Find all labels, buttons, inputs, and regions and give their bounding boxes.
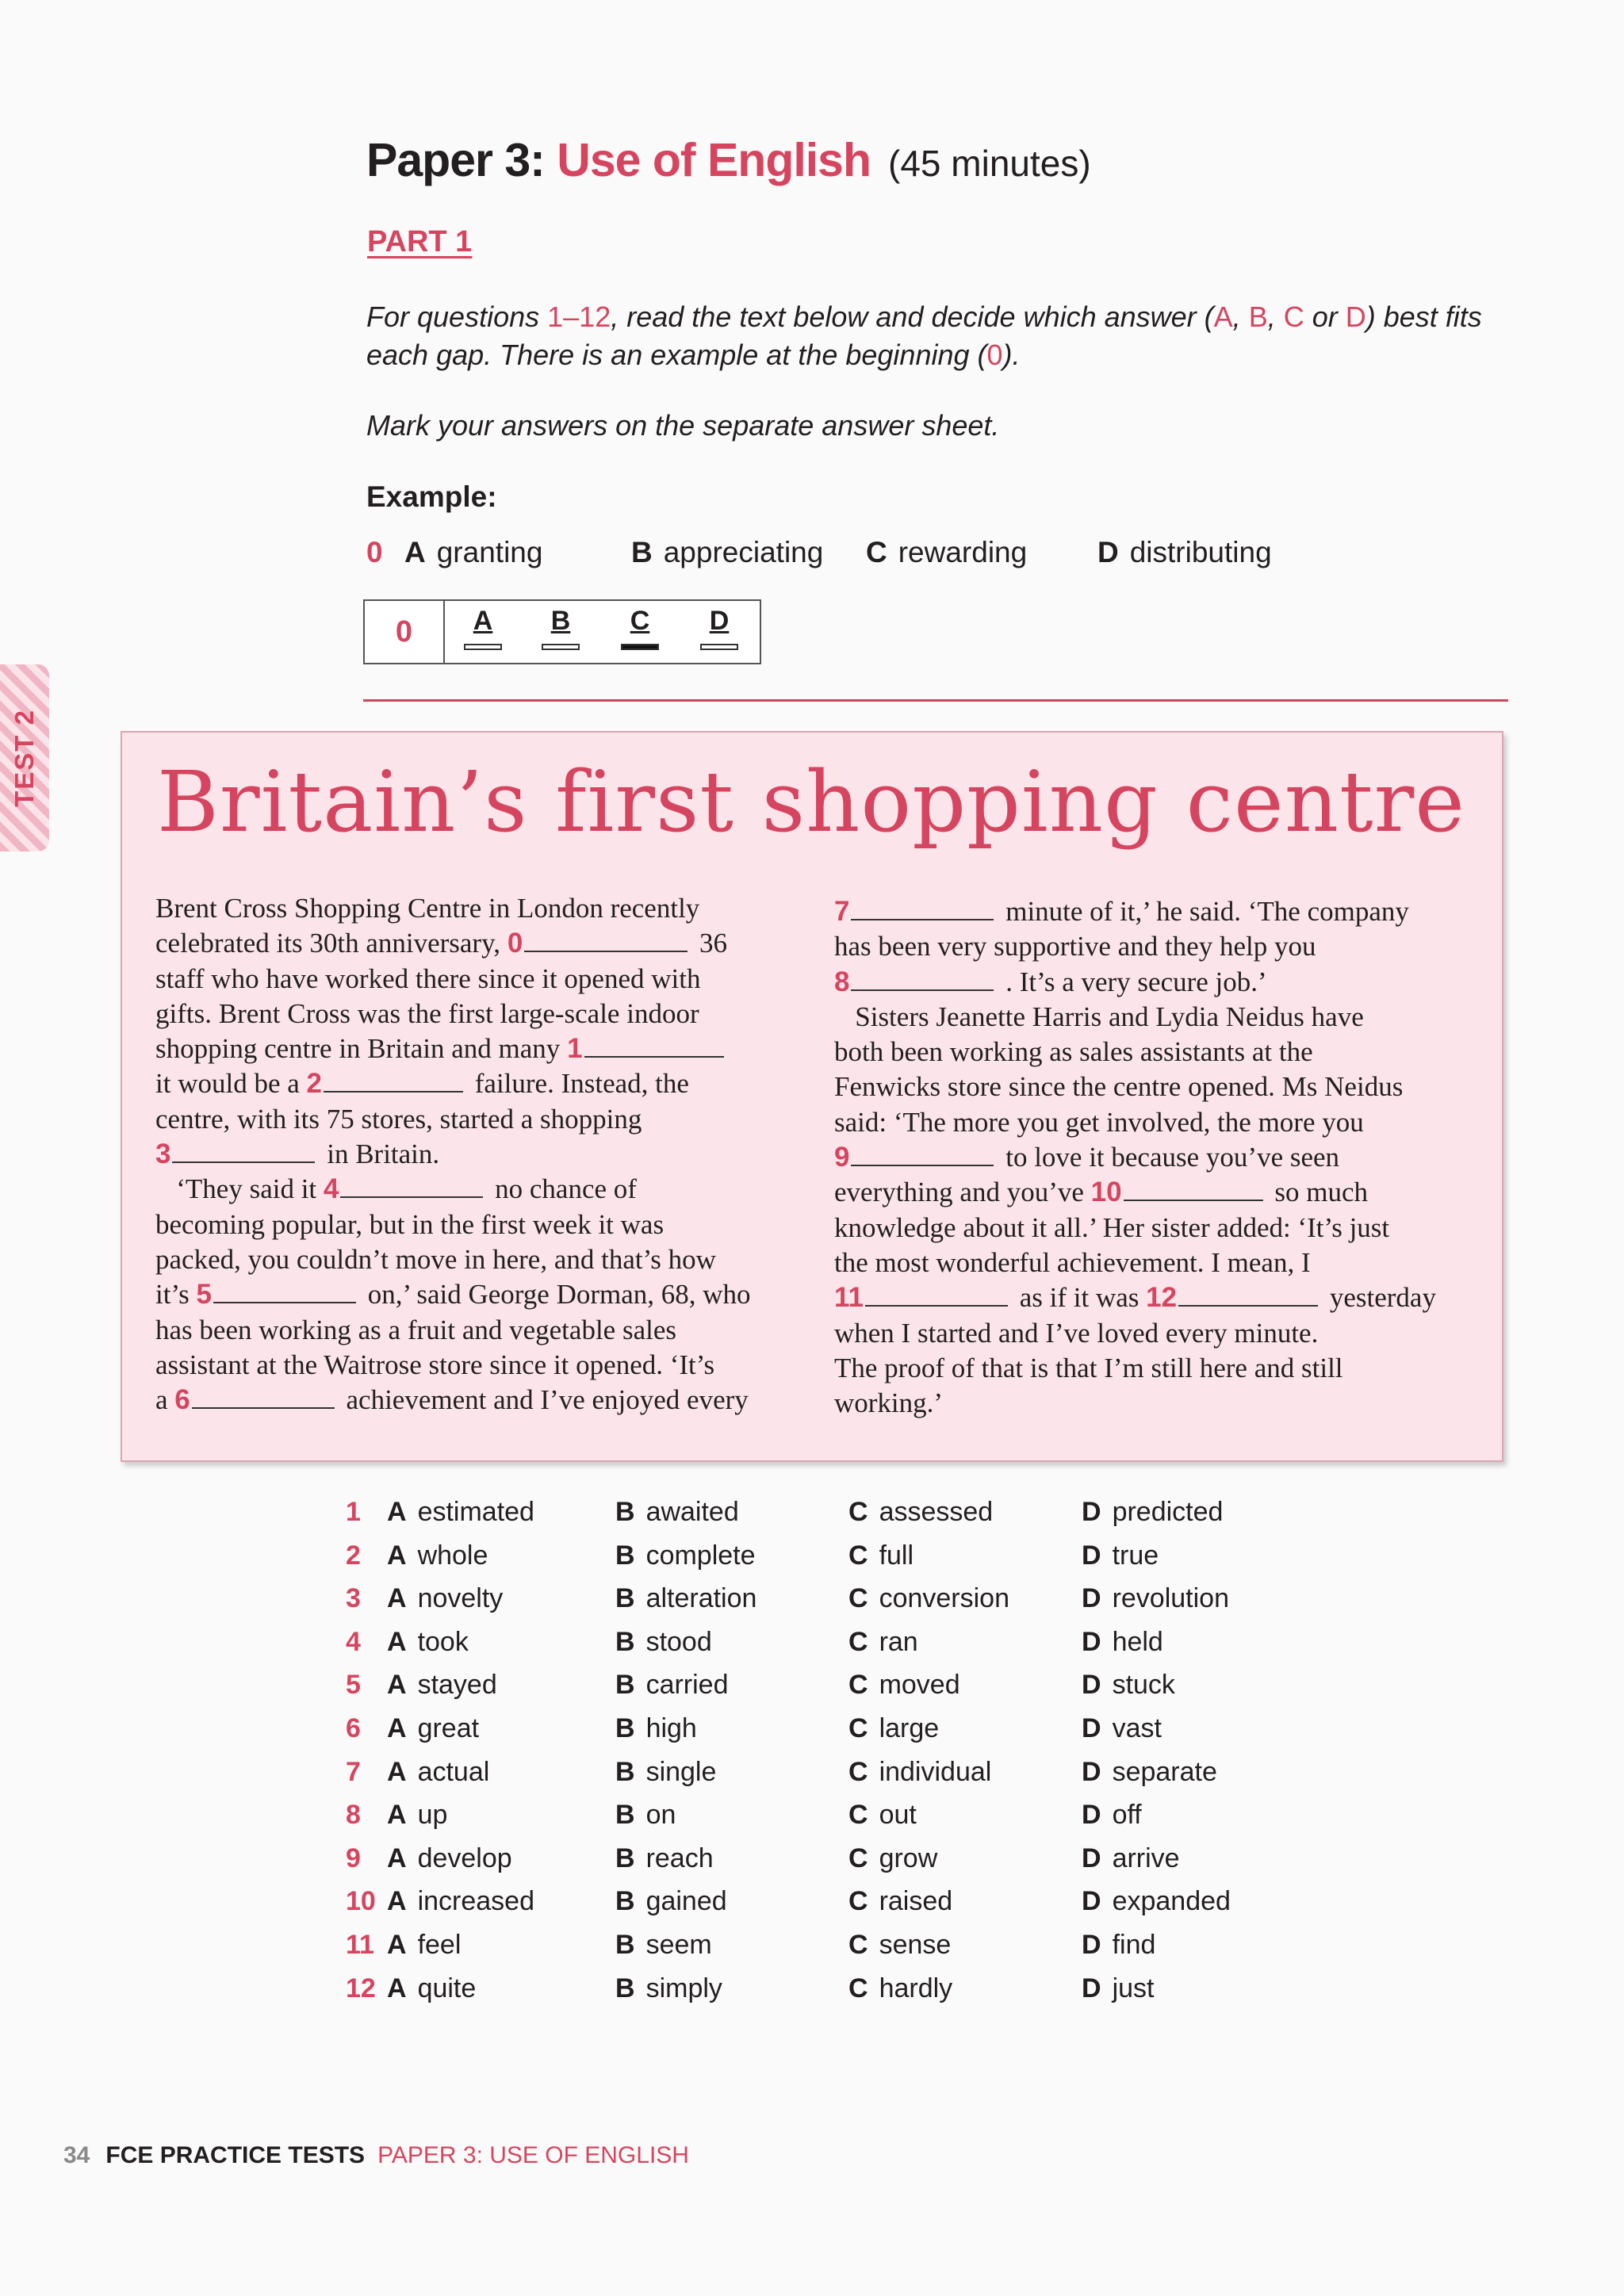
gap-blank	[340, 1196, 483, 1198]
instr-text: or	[1304, 300, 1346, 333]
instr-opt-d: D	[1345, 300, 1366, 333]
article-line	[155, 1172, 795, 1207]
option-d: D true	[1082, 1540, 1159, 1571]
option-c: C out	[848, 1800, 917, 1831]
option-a: A up	[387, 1800, 448, 1831]
article-line	[155, 1383, 795, 1418]
gap-number: 5	[196, 1279, 213, 1311]
article-line	[155, 926, 795, 961]
example-number: 0	[366, 536, 383, 568]
article-title: Britain’s first shopping centre	[157, 753, 1465, 851]
gap-blank	[213, 1302, 356, 1303]
article-line	[834, 1105, 1473, 1140]
article-line	[834, 894, 1473, 929]
option-b: B complete	[615, 1540, 756, 1571]
option-a: A actual	[387, 1756, 490, 1787]
article-line	[834, 965, 1473, 1000]
article-text: Brent Cross Shopping Centre in London recently	[155, 893, 700, 924]
option-b: B gained	[615, 1886, 727, 1917]
example-option-a: A granting	[404, 536, 543, 568]
page-footer	[63, 2142, 689, 2169]
gap-number: 1	[567, 1033, 583, 1065]
answer-letter-d: D	[709, 606, 730, 636]
option-c: C assessed	[848, 1497, 994, 1527]
paper-prefix: Paper 3:	[366, 134, 545, 186]
instr-text: , read the text below and decide which answer (	[611, 300, 1214, 333]
answer-letter-c: C	[630, 606, 650, 636]
answer-mark-d[interactable]	[700, 644, 738, 650]
article-line	[834, 1211, 1473, 1246]
option-b: B awaited	[615, 1497, 739, 1527]
article-text: no chance of	[488, 1173, 637, 1205]
article-text: said: ‘The more you get involved, the more you	[834, 1106, 1364, 1138]
option-a: A estimated	[387, 1497, 534, 1527]
gap-number: 12	[1146, 1282, 1178, 1314]
article-text: has been very supportive and they help you	[834, 931, 1316, 962]
article-line	[155, 1066, 795, 1101]
article-text: both been working as sales assistants at the	[834, 1036, 1313, 1068]
article-text: working.’	[834, 1387, 944, 1419]
example-answer-box	[363, 599, 761, 664]
option-d: D vast	[1082, 1713, 1162, 1743]
gap-blank	[1178, 1305, 1318, 1307]
example-label: Example:	[366, 480, 497, 513]
gap-number: 11	[834, 1282, 864, 1314]
instr-opt-b: B	[1248, 300, 1268, 333]
option-b: B stood	[615, 1626, 712, 1657]
gap-blank	[324, 1091, 463, 1093]
gap-number: 7	[834, 896, 850, 927]
option-d: D stuck	[1082, 1670, 1175, 1701]
article-line	[155, 1207, 795, 1242]
question-number: 3	[346, 1583, 361, 1614]
question-number: 1	[346, 1497, 361, 1527]
option-d: D revolution	[1082, 1583, 1229, 1614]
article-text: to love it because you’ve seen	[998, 1142, 1340, 1173]
option-b: B alteration	[615, 1583, 757, 1614]
option-a: A whole	[387, 1540, 488, 1571]
option-b: B simply	[615, 1973, 722, 2003]
article-line	[155, 1313, 795, 1348]
article-line	[155, 1031, 795, 1066]
section-divider	[363, 699, 1508, 702]
option-c: C sense	[848, 1930, 952, 1960]
article-text: gifts. Brent Cross was the first large-scale indoor	[155, 997, 699, 1029]
option-a: A increased	[387, 1886, 534, 1917]
gap-blank	[851, 1165, 994, 1166]
option-a: A great	[387, 1713, 480, 1743]
option-c: C full	[848, 1540, 914, 1571]
article-text: a	[155, 1384, 175, 1416]
question-number: 12	[346, 1973, 376, 2003]
question-number: 8	[346, 1800, 361, 1831]
page-heading	[366, 133, 1091, 187]
option-c: C grow	[848, 1843, 938, 1873]
article-text: staff who have worked there since it opened with	[155, 962, 701, 994]
article-text: it would be a	[155, 1068, 307, 1100]
article-text: has been working as a fruit and vegetable sales	[155, 1314, 676, 1345]
answer-mark-c-selected[interactable]	[621, 644, 659, 650]
article-text: The proof of that is that I’m still here and still	[834, 1352, 1343, 1383]
article-text: celebrated its 30th anniversary,	[155, 928, 508, 959]
gap-blank	[865, 1305, 1008, 1307]
option-d: D off	[1082, 1800, 1142, 1831]
gap-number: 2	[306, 1068, 322, 1100]
option-d: D predicted	[1082, 1497, 1224, 1527]
article-column-right	[834, 894, 1473, 1421]
part-heading: PART 1	[367, 225, 473, 258]
article-text: Sisters Jeanette Harris and Lydia Neidus have	[834, 1001, 1364, 1032]
gap-number: 4	[323, 1173, 339, 1205]
gap-number: 10	[1090, 1177, 1122, 1208]
option-b: B single	[615, 1756, 717, 1787]
answer-letter-b: B	[550, 606, 571, 636]
article-line	[834, 1280, 1473, 1315]
instructions: For questions 1–12, read the text below and decide which answer (A, B, C or D) best fits each gap. There is an example at the beginning (0).	[366, 300, 1482, 371]
article-line	[834, 1070, 1473, 1104]
option-d: D just	[1082, 1973, 1155, 2003]
option-c: C moved	[848, 1670, 960, 1701]
example-option-b: B appreciating	[631, 536, 824, 568]
answer-box-number: 0	[365, 601, 445, 663]
article-text: achievement and I’ve enjoyed every	[339, 1384, 749, 1416]
instr-opt-c: C	[1283, 300, 1304, 333]
article-text: . It’s a very secure job.’	[998, 966, 1267, 997]
option-c: C raised	[848, 1886, 953, 1917]
paper-duration: (45 minutes)	[888, 143, 1091, 184]
question-number: 7	[346, 1756, 361, 1787]
article-text: when I started and I’ve loved every minute.	[834, 1317, 1319, 1349]
article-text: knowledge about it all.’ Her sister added: ‘It’s just	[834, 1211, 1390, 1243]
option-b: B seem	[615, 1930, 712, 1960]
gap-blank	[584, 1056, 724, 1058]
option-b: B on	[615, 1800, 676, 1831]
page-number: 34	[63, 2142, 90, 2168]
option-d: D find	[1082, 1930, 1156, 1960]
article-text: so much	[1267, 1177, 1368, 1208]
article-text: it’s	[155, 1279, 197, 1311]
footer-series: FCE PRACTICE TESTS	[105, 2142, 366, 2168]
article-line	[834, 1000, 1473, 1035]
article-line	[155, 1348, 795, 1383]
article-text: 36	[692, 928, 728, 959]
article-text: the most wonderful achievement. I mean, I	[834, 1246, 1311, 1278]
article-text: ‘They said it	[155, 1173, 324, 1205]
option-a: A feel	[387, 1930, 462, 1960]
option-c: C individual	[848, 1756, 992, 1787]
question-number: 5	[346, 1670, 361, 1701]
gap-number: 9	[834, 1142, 850, 1173]
option-c: C ran	[848, 1626, 918, 1657]
gap-blank	[524, 951, 688, 952]
answer-mark-a[interactable]	[464, 644, 502, 650]
article-line	[834, 1140, 1473, 1175]
option-a: A stayed	[387, 1670, 497, 1701]
article-text: everything and you’ve	[834, 1177, 1091, 1208]
option-c: C large	[848, 1713, 940, 1743]
article-line	[834, 1035, 1473, 1070]
option-d: D separate	[1082, 1756, 1217, 1787]
footer-section: PAPER 3: USE OF ENGLISH	[377, 2142, 689, 2168]
gap-blank	[172, 1161, 315, 1163]
question-number: 4	[346, 1626, 361, 1657]
article-text: on,’ said George Dorman, 68, who	[361, 1279, 751, 1311]
article-text: minute of it,’ he said. ‘The company	[998, 896, 1409, 927]
option-a: A took	[387, 1626, 469, 1657]
article-text: becoming popular, but in the first week it was	[155, 1208, 665, 1240]
article-line	[155, 1137, 795, 1172]
paper-title: Use of English	[557, 134, 871, 186]
article-line	[834, 929, 1473, 964]
article-line	[834, 1316, 1473, 1351]
article-line	[155, 1277, 795, 1312]
instr-range: 1–12	[547, 300, 611, 333]
example-option-c: C rewarding	[866, 536, 1028, 568]
question-number: 11	[346, 1930, 374, 1960]
mark-instruction: Mark your answers on the separate answer sheet.	[366, 409, 1000, 442]
gap-number: 3	[155, 1138, 171, 1170]
article-text: in Britain.	[320, 1138, 440, 1170]
option-a: A develop	[387, 1843, 512, 1873]
gap-number: 0	[507, 928, 523, 959]
gap-blank	[851, 989, 994, 991]
question-number: 9	[346, 1843, 361, 1873]
article-line	[834, 1175, 1473, 1210]
gap-number: 8	[834, 966, 850, 997]
answer-letter-a: A	[473, 606, 493, 636]
option-a: A novelty	[387, 1583, 504, 1614]
option-b: B carried	[615, 1670, 729, 1701]
option-d: D held	[1082, 1626, 1163, 1657]
article-line	[155, 891, 795, 926]
article-text: failure. Instead, the	[468, 1068, 689, 1100]
question-number: 10	[346, 1886, 376, 1917]
option-b: B reach	[615, 1843, 714, 1873]
answer-mark-b[interactable]	[542, 644, 580, 650]
question-number: 2	[346, 1540, 361, 1571]
option-d: D expanded	[1082, 1886, 1231, 1917]
article-line	[834, 1351, 1473, 1386]
article-text: shopping centre in Britain and many	[155, 1033, 568, 1065]
option-a: A quite	[387, 1973, 477, 2003]
option-d: D arrive	[1082, 1843, 1180, 1873]
article-text: assistant at the Waitrose store since it opened. ‘It’s	[155, 1349, 715, 1380]
article-text: Fenwicks store since the centre opened. Ms Neidus	[834, 1071, 1404, 1103]
article-line	[155, 1242, 795, 1277]
option-c: C conversion	[848, 1583, 1009, 1614]
instr-opt-a: A	[1213, 300, 1233, 333]
article-line	[155, 962, 795, 997]
question-number: 6	[346, 1713, 361, 1743]
example-option-d: D distributing	[1097, 536, 1272, 568]
article-column-left	[155, 891, 795, 1418]
gap-blank	[192, 1407, 335, 1409]
article-line	[834, 1386, 1473, 1421]
gap-blank	[1124, 1200, 1263, 1201]
article-line	[834, 1246, 1473, 1280]
instr-example-num: 0	[986, 339, 1003, 371]
article-text: packed, you couldn’t move in here, and that’s how	[155, 1243, 716, 1275]
instr-text: For questions	[366, 300, 548, 333]
gap-number: 6	[174, 1384, 190, 1416]
article-line	[155, 997, 795, 1031]
article-text: as if it was	[1013, 1282, 1147, 1314]
gap-blank	[851, 919, 994, 920]
article-line	[155, 1102, 795, 1137]
option-c: C hardly	[848, 1973, 953, 2003]
instr-text: ).	[1002, 339, 1021, 371]
option-b: B high	[615, 1713, 697, 1743]
instr-text: ) best fits each gap. There is an example at the beginning (	[366, 300, 1482, 371]
side-tab-label: TEST 2	[10, 709, 39, 807]
article-text: yesterday	[1323, 1282, 1436, 1314]
side-tab	[0, 664, 49, 851]
article-text: centre, with its 75 stores, started a shopping	[155, 1103, 642, 1135]
